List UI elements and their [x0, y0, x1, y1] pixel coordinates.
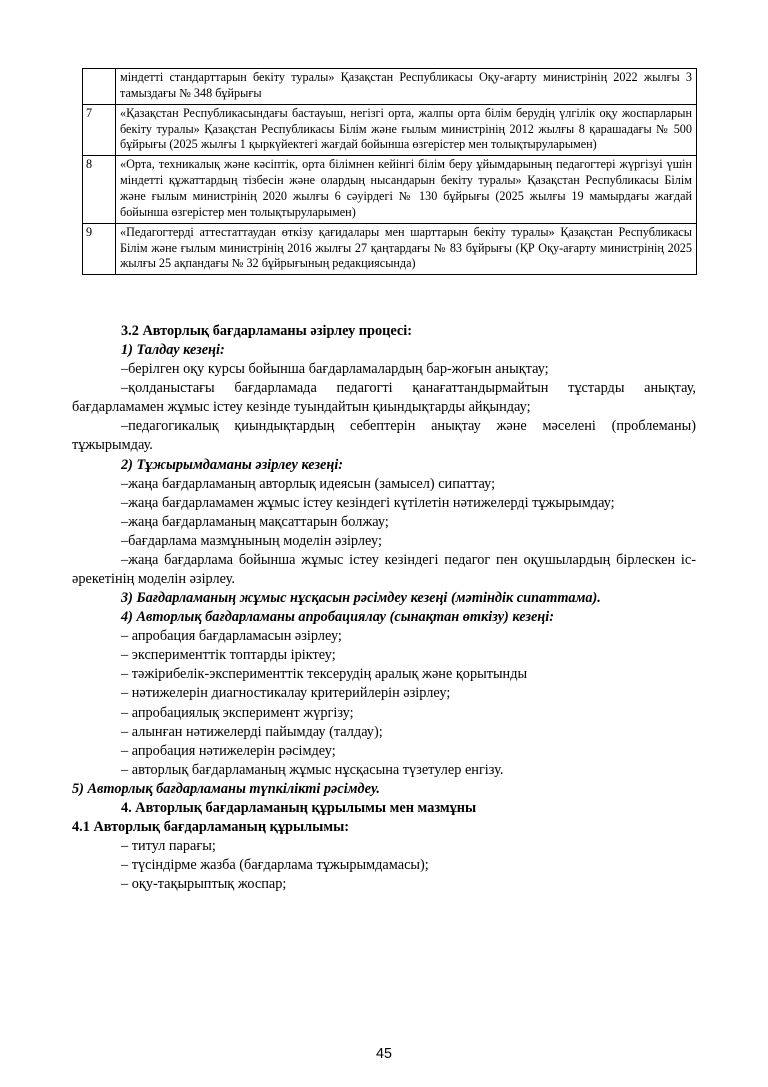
table-cell-number [83, 69, 116, 105]
normative-references-table [82, 68, 697, 275]
stage1-item-1: –берілген оқу курсы бойынша бағдарламалардың бар-жоғын анықтау; [121, 361, 549, 378]
stage1-item-3: –педагогикалық қиындықтардың себептерін анықтау және мәселені (проблеманы) тұжырымдау. [72, 418, 696, 454]
stage2-item-1: –жаңа бағдарламаның авторлық идеясын (замысел) сипаттау; [121, 475, 496, 492]
heading-stage-5: 5) Авторлық бағдарламаны түпкілікті рәсімдеу. [72, 780, 380, 797]
stage2-item-4: –бағдарлама мазмұнының моделін әзірлеу; [121, 532, 382, 549]
section-4-1-item-3: – оқу-тақырыптық жоспар; [121, 876, 287, 893]
table-row [83, 223, 697, 275]
stage2-item-3: –жаңа бағдарламаның мақсаттарын болжау; [121, 513, 389, 530]
heading-stage-2: 2) Тұжырымдаманы әзірлеу кезеңі: [121, 456, 344, 473]
page-number: 45 [376, 1046, 392, 1062]
heading-4-1: 4.1 Авторлық бағдарламаның құрылымы: [72, 819, 349, 836]
table-cell-text: «Орта, техникалық және кәсіптік, орта білімнен кейінгі білім беру ұйымдарының педагогтері жүргізуі үшін міндетті құжаттардың тізбесін және олардың нысандарын бекіту туралы» Қазақстан Республикасы Білім және ғылым министрінің 2020 жылғы 6 сәуірдегі № 130 бұйрығы (2025 жылғы 19 мамырдағы жағдай бойынша өзгерістер мен толықтыруларымен) [116, 156, 697, 223]
table-row [83, 104, 697, 156]
stage4-item-5: – апробациялық эксперимент жүргізу; [121, 704, 354, 721]
heading-stage-3: 3) Бағдарламаның жұмыс нұсқасын рәсімдеу кезеңі (мәтіндік сипаттама). [121, 590, 601, 607]
heading-stage-4: 4) Авторлық бағдарламаны апробациялау (сынақтан өткізу) кезеңі: [121, 609, 554, 626]
heading-stage-1: 1) Талдау кезеңі: [121, 342, 225, 359]
stage4-item-3: – тәжірибелік-эксперименттік тексерудің аралық және қорытынды [121, 666, 528, 683]
table-row [83, 156, 697, 223]
table-cell-text: «Қазақстан Республикасындағы бастауыш, негізгі орта, жалпы орта білім берудің үлгілік оқу жоспарларын бекіту туралы» Қазақстан Республикасы Білім және ғылым министрінің 2012 жылғы 8 қарашадағы № 500 бұйрығы (2025 жылғы 1 қыркүйектегі жағдай бойынша өзгерістер мен толықтыруларымен) [116, 104, 697, 156]
table-body [83, 69, 697, 275]
stage4-item-7: – апробация нәтижелерін рәсімдеу; [121, 742, 336, 759]
table-row [83, 69, 697, 105]
table-cell-text: «Педагогтерді аттестаттаудан өткізу қағидалары мен шарттарын бекіту туралы» Қазақстан Республикасы Білім және ғылым министрінің 2016 жылғы 27 қаңтардағы № 83 бұйрығы (ҚР Оқу-ағарту министрінің 2025 жылғы 25 ақпандағы № 32 бұйрығының редакциясында) [116, 223, 697, 275]
stage4-item-1: – апробация бағдарламасын әзірлеу; [121, 628, 342, 645]
heading-3-2: 3.2 Авторлық бағдарламаны әзірлеу процесі: [121, 323, 412, 339]
table-cell-number: 7 [83, 104, 116, 156]
stage4-item-2: – эксперименттік топтарды іріктеу; [121, 647, 336, 664]
stage4-item-6: – алынған нәтижелерді пайымдау (талдау); [121, 723, 383, 740]
stage2-item-5: –жаңа бағдарлама бойынша жұмыс істеу кезіндегі педагог пен оқушылардың бірлескен іс-әрекетінің моделін әзірлеу. [72, 551, 696, 588]
section-4-1-item-2: – түсіндірме жазба (бағдарлама тұжырымдамасы); [121, 857, 429, 874]
stage4-item-4: – нәтижелерін диагностикалау критерийлерін әзірлеу; [121, 685, 451, 702]
stage4-item-8: – авторлық бағдарламаның жұмыс нұсқасына түзетулер енгізу. [121, 761, 504, 778]
section-4-1-item-1: – титул парағы; [121, 838, 216, 855]
stage2-item-2: –жаңа бағдарламамен жұмыс істеу кезіндегі күтілетін нәтижелерді тұжырымдау; [121, 494, 615, 511]
stage1-item-2: –қолданыстағы бағдарламада педагогті қанағаттандырмайтын тұстарды анықтау, бағдарламамен жұмыс істеу кезінде туындайтын қиындықтарды айқындау; [72, 380, 696, 416]
page-body [72, 322, 696, 894]
table-cell-number: 8 [83, 156, 116, 223]
table-cell-number: 9 [83, 223, 116, 275]
heading-4: 4. Авторлық бағдарламаның құрылымы мен мазмұны [121, 799, 477, 816]
table-cell-text: міндетті стандарттарын бекіту туралы» Қазақстан Республикасы Оқу-ағарту министрінің 2022 жылғы 3 тамыздағы № 348 бұйрығы [116, 69, 697, 105]
